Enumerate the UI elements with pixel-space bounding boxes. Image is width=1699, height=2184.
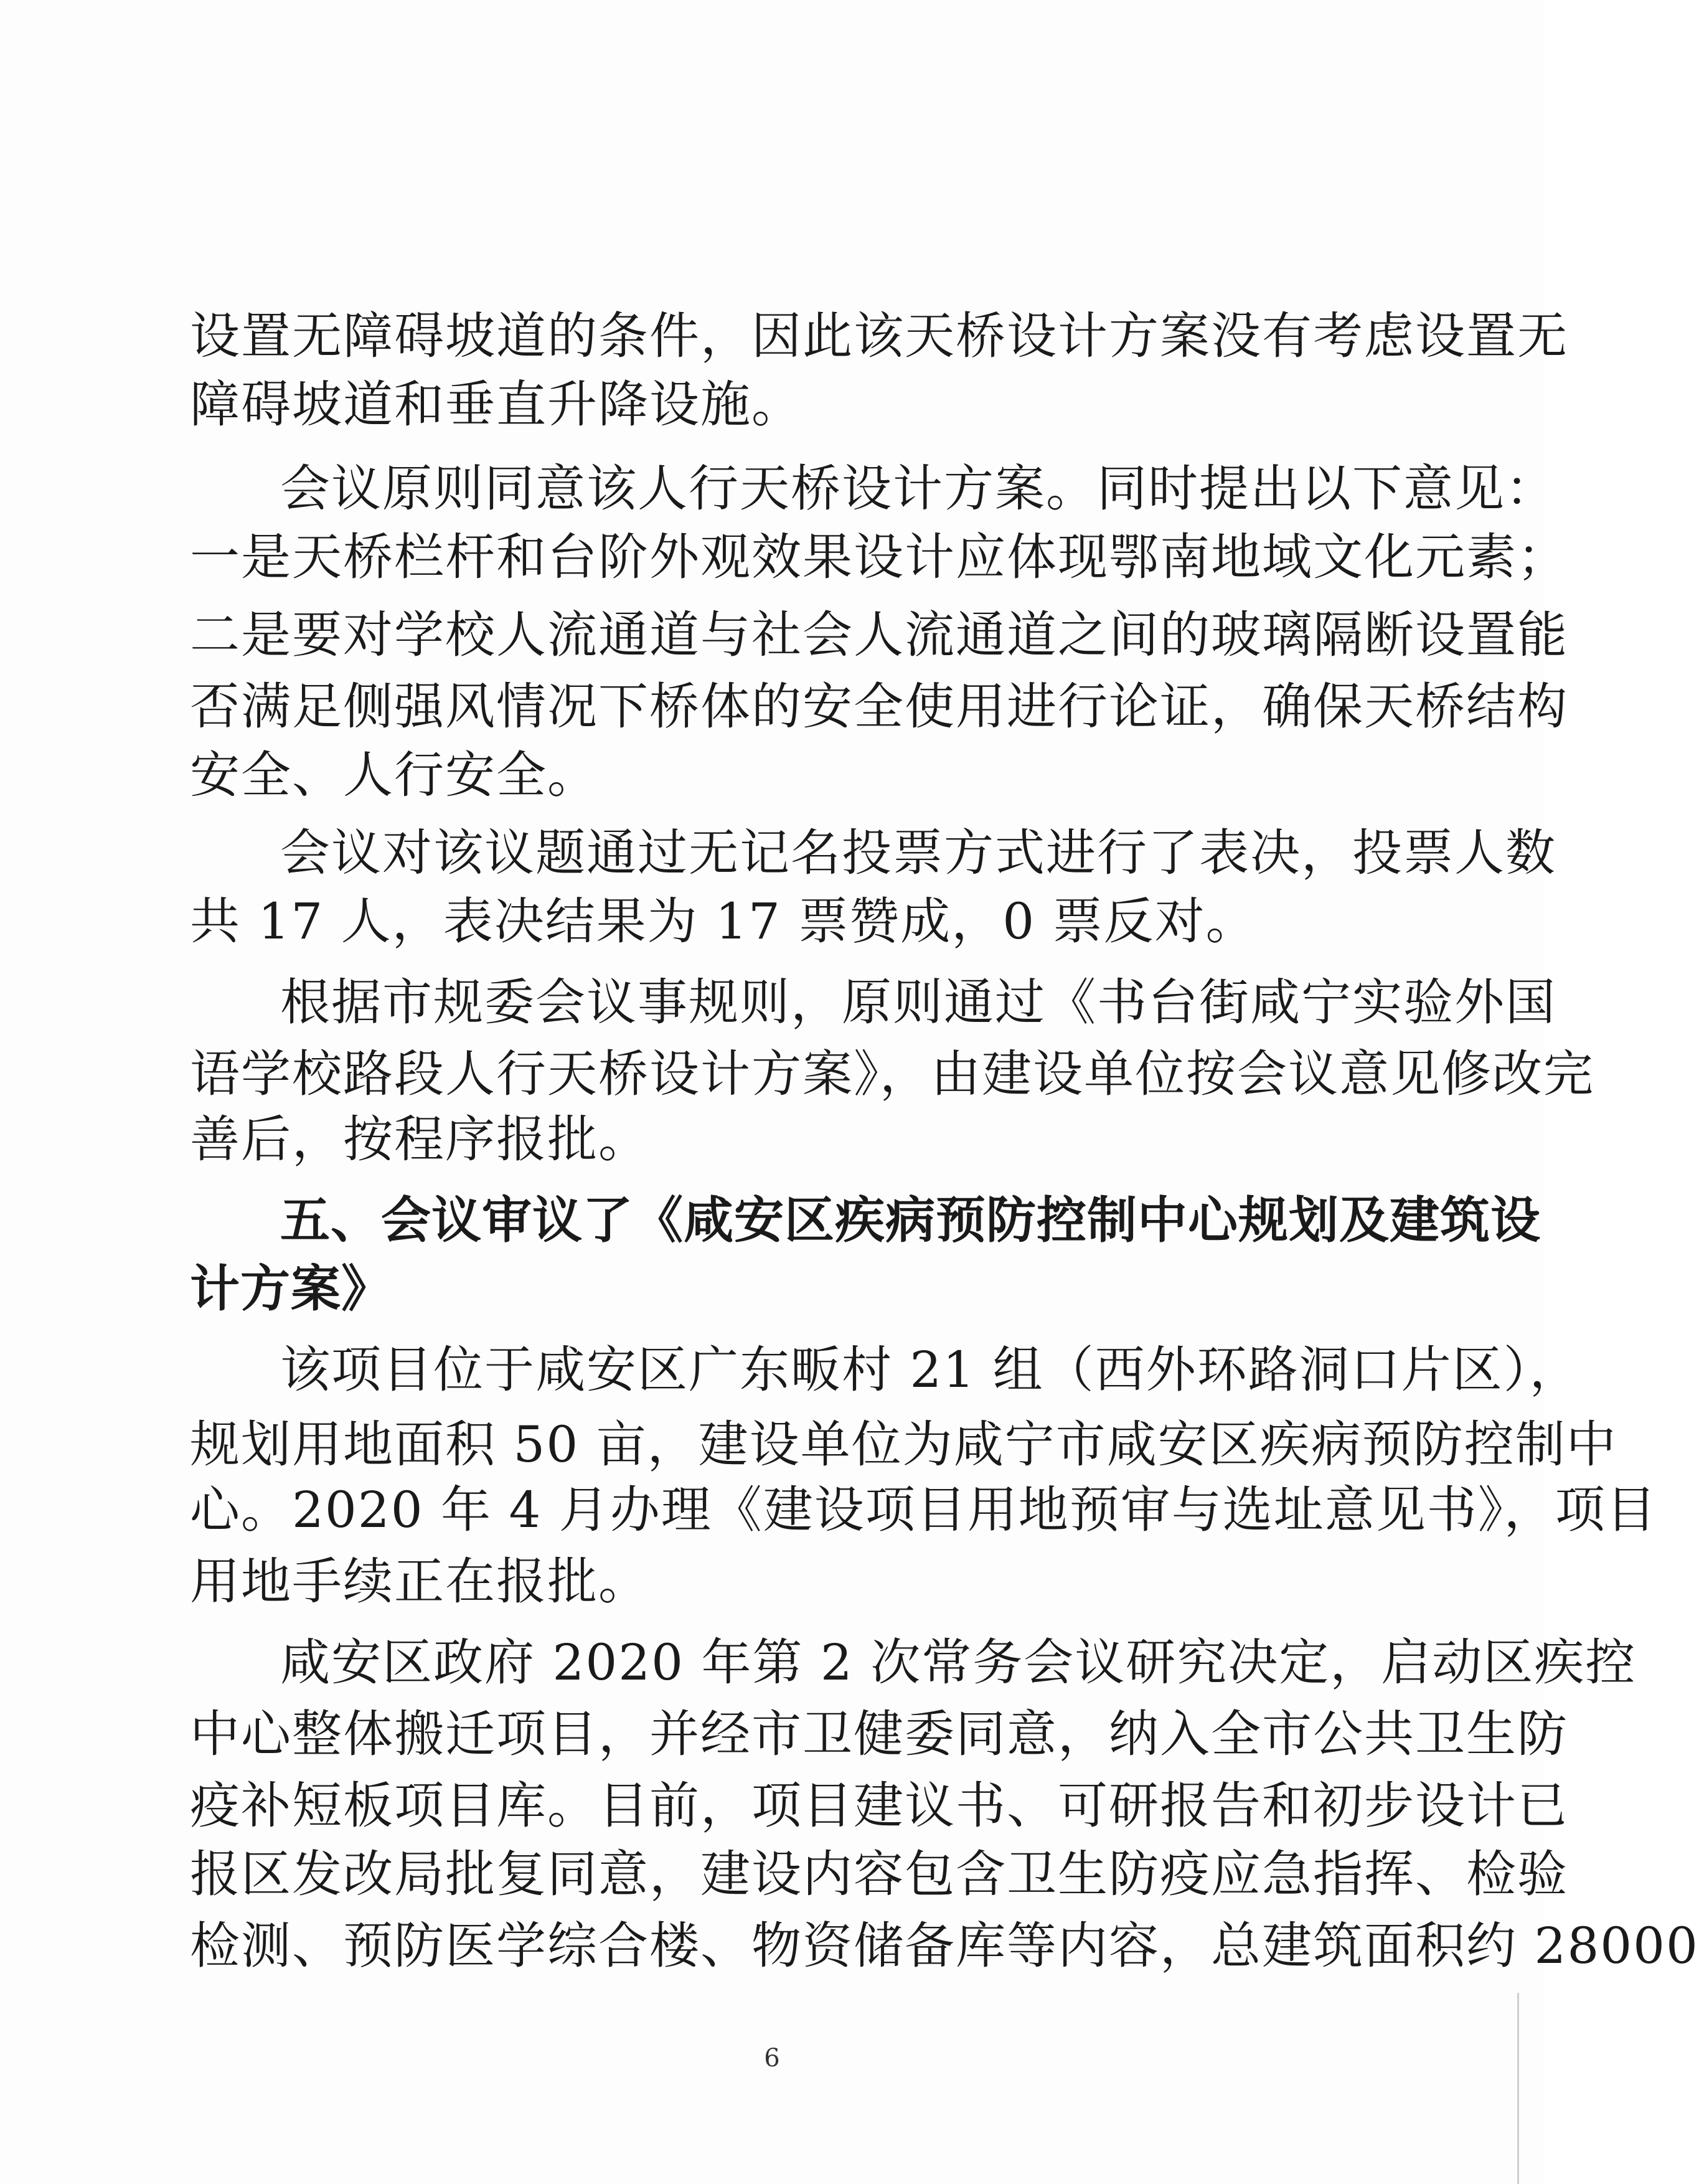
scan-edge-mark: [1517, 1993, 1519, 2184]
text-line: 心。2020 年 4 月办理《建设项目用地预审与选址意见书》，项目: [190, 1481, 1657, 1539]
text-line: 善后，按程序报批。: [190, 1110, 649, 1168]
text-line: 安全、人行安全。: [190, 746, 598, 804]
paragraph-first-line: 该项目位于咸安区广东畈村 21 组（西外环路洞口片区），: [280, 1341, 1581, 1399]
text-line: 二是要对学校人流通道与社会人流通道之间的玻璃隔断设置能: [190, 606, 1568, 664]
section-heading: 五、会议审议了《咸安区疾病预防控制中心规划及建筑设: [280, 1191, 1541, 1249]
text-line: 规划用地面积 50 亩，建设单位为咸宁市咸安区疾病预防控制中: [190, 1416, 1617, 1473]
text-line: 中心整体搬迁项目，并经市卫健委同意，纳入全市公共卫生防: [190, 1705, 1568, 1763]
paragraph-first-line: 根据市规委会议事规则，原则通过《书台街咸宁实验外国: [280, 973, 1556, 1031]
text-line: 一是天桥栏杆和台阶外观效果设计应体现鄂南地域文化元素；: [190, 528, 1568, 586]
text-line: 用地手续正在报批。: [190, 1553, 649, 1610]
text-line: 疫补短板项目库。目前，项目建议书、可研报告和初步设计已: [190, 1777, 1568, 1835]
text-line: 检测、预防医学综合楼、物资储备库等内容，总建筑面积约 28000: [190, 1917, 1699, 1975]
paragraph-first-line: 会议对该议题通过无记名投票方式进行了表决，投票人数: [280, 824, 1556, 882]
text-line: 报区发改局批复同意，建设内容包含卫生防疫应急指挥、检验: [190, 1845, 1568, 1903]
page-number: 6: [764, 2044, 780, 2073]
text-line: 否满足侧强风情况下桥体的安全使用进行论证，确保天桥结构: [190, 678, 1568, 735]
text-line: 语学校路段人行天桥设计方案》，由建设单位按会议意见修改完: [190, 1045, 1594, 1103]
text-line: 共 17 人，表决结果为 17 票赞成，0 票反对。: [190, 892, 1257, 950]
paragraph-first-line: 会议原则同意该人行天桥设计方案。同时提出以下意见：: [280, 460, 1556, 518]
text-line: 障碍坡道和垂直升降设施。: [190, 376, 802, 433]
text-line: 设置无障碍坡道的条件，因此该天桥设计方案没有考虑设置无: [190, 307, 1568, 365]
section-heading-continued: 计方案》: [190, 1260, 392, 1318]
paragraph-first-line: 咸安区政府 2020 年第 2 次常务会议研究决定，启动区疾控: [280, 1633, 1637, 1691]
